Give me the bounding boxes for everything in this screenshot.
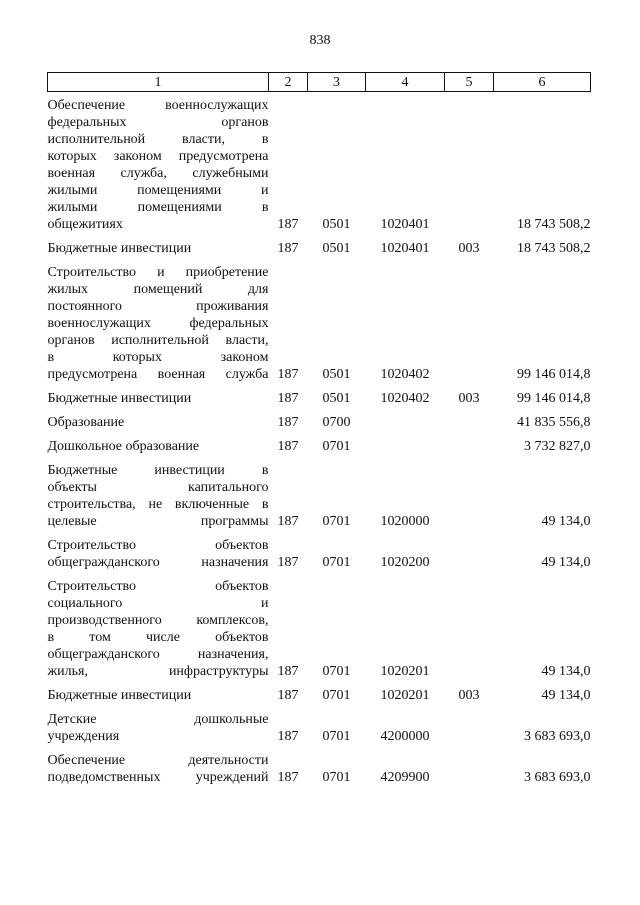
cell-c5 bbox=[445, 573, 494, 682]
cell-c4: 1020200 bbox=[380, 555, 430, 570]
table-row bbox=[48, 706, 591, 747]
description-line: учреждения bbox=[47, 729, 120, 744]
row-description bbox=[48, 259, 269, 385]
table-row bbox=[48, 457, 591, 532]
cell-c3: 0701 bbox=[322, 439, 351, 454]
table-row bbox=[48, 747, 591, 788]
column-header-3: 3 bbox=[308, 73, 366, 92]
row-description bbox=[48, 532, 269, 573]
description-line: общежитиях bbox=[47, 217, 123, 232]
description-line: общегражданского назначения bbox=[47, 555, 269, 570]
description-line: Бюджетные инвестиции bbox=[47, 391, 192, 406]
description-line: которых законом предусмотрена bbox=[47, 149, 269, 164]
cell-c4: 1020000 bbox=[380, 514, 430, 529]
cell-c6: 18 743 508,2 bbox=[517, 217, 591, 232]
description-line: подведомственных учреждений bbox=[47, 770, 269, 785]
cell-c6: 41 835 556,8 bbox=[517, 415, 591, 430]
table-body bbox=[48, 92, 591, 789]
cell-c4: 1020201 bbox=[380, 664, 430, 679]
cell-c3: 0701 bbox=[322, 729, 351, 744]
cell-c4: 1020201 bbox=[380, 688, 430, 703]
cell-c6: 3 683 693,0 bbox=[524, 770, 591, 785]
column-header-6: 6 bbox=[494, 73, 591, 92]
cell-c5 bbox=[445, 532, 494, 573]
cell-c4: 1020401 bbox=[380, 217, 430, 232]
description-line: целевые программы bbox=[47, 514, 269, 529]
cell-c3: 0501 bbox=[322, 367, 351, 382]
description-line: органов исполнительной власти, bbox=[47, 333, 269, 348]
table-row bbox=[48, 409, 591, 433]
description-line: в которых законом bbox=[47, 350, 269, 365]
row-description bbox=[48, 747, 269, 788]
cell-c2: 187 bbox=[277, 241, 299, 256]
cell-c3: 0701 bbox=[322, 664, 351, 679]
cell-c3: 0501 bbox=[322, 217, 351, 232]
table-header-row bbox=[48, 73, 591, 92]
description-line: жилыми помещениями и bbox=[47, 183, 269, 198]
cell-c5 bbox=[445, 706, 494, 747]
row-description bbox=[48, 706, 269, 747]
cell-c5 bbox=[445, 259, 494, 385]
description-line: Бюджетные инвестиции bbox=[47, 241, 192, 256]
budget-table bbox=[47, 72, 591, 788]
column-header-5: 5 bbox=[445, 73, 494, 92]
table-row bbox=[48, 235, 591, 259]
cell-c6: 18 743 508,2 bbox=[517, 241, 591, 256]
row-description bbox=[48, 235, 269, 259]
cell-c5 bbox=[445, 747, 494, 788]
description-line: военнослужащих федеральных bbox=[47, 316, 269, 331]
description-line: Бюджетные инвестиции bbox=[47, 688, 192, 703]
description-line: военная служба, служебными bbox=[47, 166, 269, 181]
table-row bbox=[48, 573, 591, 682]
cell-c2: 187 bbox=[277, 391, 299, 406]
cell-c5 bbox=[445, 409, 494, 433]
column-header-1: 1 bbox=[48, 73, 269, 92]
description-line: Бюджетные инвестиции в bbox=[47, 463, 269, 478]
row-description bbox=[48, 409, 269, 433]
cell-c6: 3 683 693,0 bbox=[524, 729, 591, 744]
description-line: Обеспечение военнослужащих bbox=[47, 98, 269, 113]
cell-c4 bbox=[366, 433, 445, 457]
description-line: Строительство объектов bbox=[47, 579, 269, 594]
table-row bbox=[48, 682, 591, 706]
cell-c6: 49 134,0 bbox=[541, 664, 591, 679]
cell-c6: 49 134,0 bbox=[541, 555, 591, 570]
description-line: Детские дошкольные bbox=[47, 712, 269, 727]
cell-c5 bbox=[445, 92, 494, 236]
cell-c5: 003 bbox=[458, 241, 480, 256]
description-line: Дошкольное образование bbox=[47, 439, 200, 454]
cell-c2: 187 bbox=[277, 729, 299, 744]
description-line: Обеспечение деятельности bbox=[47, 753, 269, 768]
cell-c5: 003 bbox=[458, 688, 480, 703]
description-line: Образование bbox=[47, 415, 125, 430]
description-line: жилья, инфраструктуры bbox=[47, 664, 269, 679]
table-row bbox=[48, 532, 591, 573]
description-line: общегражданского назначения, bbox=[47, 647, 269, 662]
cell-c4: 1020402 bbox=[380, 367, 430, 382]
cell-c3: 0701 bbox=[322, 688, 351, 703]
cell-c6: 49 134,0 bbox=[541, 514, 591, 529]
row-description bbox=[48, 457, 269, 532]
column-header-2: 2 bbox=[269, 73, 308, 92]
cell-c2: 187 bbox=[277, 555, 299, 570]
description-line: объекты капитального bbox=[47, 480, 269, 495]
column-header-4: 4 bbox=[366, 73, 445, 92]
cell-c5 bbox=[445, 457, 494, 532]
cell-c6: 99 146 014,8 bbox=[517, 367, 591, 382]
description-line: постоянного проживания bbox=[47, 299, 269, 314]
cell-c3: 0501 bbox=[322, 241, 351, 256]
description-line: социального и bbox=[47, 596, 269, 611]
cell-c2: 187 bbox=[277, 664, 299, 679]
description-line: производственного комплексов, bbox=[47, 613, 269, 628]
page-number: 838 bbox=[309, 33, 331, 48]
description-line: в том числе объектов bbox=[47, 630, 269, 645]
cell-c3: 0700 bbox=[322, 415, 351, 430]
cell-c3: 0701 bbox=[322, 514, 351, 529]
description-line: Строительство и приобретение bbox=[47, 265, 269, 280]
cell-c2: 187 bbox=[277, 514, 299, 529]
cell-c2: 187 bbox=[277, 415, 299, 430]
row-description bbox=[48, 573, 269, 682]
description-line: жилых помещений для bbox=[47, 282, 269, 297]
row-description bbox=[48, 433, 269, 457]
cell-c3: 0501 bbox=[322, 391, 351, 406]
description-line: строительства, не включенные в bbox=[47, 497, 269, 512]
row-description bbox=[48, 92, 269, 236]
row-description bbox=[48, 385, 269, 409]
table-row bbox=[48, 92, 591, 236]
cell-c4: 1020402 bbox=[380, 391, 430, 406]
cell-c2: 187 bbox=[277, 367, 299, 382]
description-line: предусмотрена военная служба bbox=[47, 367, 269, 382]
cell-c6: 49 134,0 bbox=[541, 688, 591, 703]
cell-c2: 187 bbox=[277, 770, 299, 785]
cell-c2: 187 bbox=[277, 439, 299, 454]
description-line: исполнительной власти, в bbox=[47, 132, 269, 147]
table-row bbox=[48, 433, 591, 457]
cell-c5 bbox=[445, 433, 494, 457]
cell-c3: 0701 bbox=[322, 770, 351, 785]
cell-c6: 99 146 014,8 bbox=[517, 391, 591, 406]
cell-c3: 0701 bbox=[322, 555, 351, 570]
cell-c4 bbox=[366, 409, 445, 433]
description-line: федеральных органов bbox=[47, 115, 269, 130]
cell-c4: 4200000 bbox=[380, 729, 430, 744]
cell-c6: 3 732 827,0 bbox=[524, 439, 591, 454]
description-line: жилыми помещениями в bbox=[47, 200, 269, 215]
description-line: Строительство объектов bbox=[47, 538, 269, 553]
table-row bbox=[48, 259, 591, 385]
cell-c4: 4209900 bbox=[380, 770, 430, 785]
cell-c2: 187 bbox=[277, 688, 299, 703]
cell-c4: 1020401 bbox=[380, 241, 430, 256]
cell-c5: 003 bbox=[458, 391, 480, 406]
table-row bbox=[48, 385, 591, 409]
cell-c2: 187 bbox=[277, 217, 299, 232]
row-description bbox=[48, 682, 269, 706]
